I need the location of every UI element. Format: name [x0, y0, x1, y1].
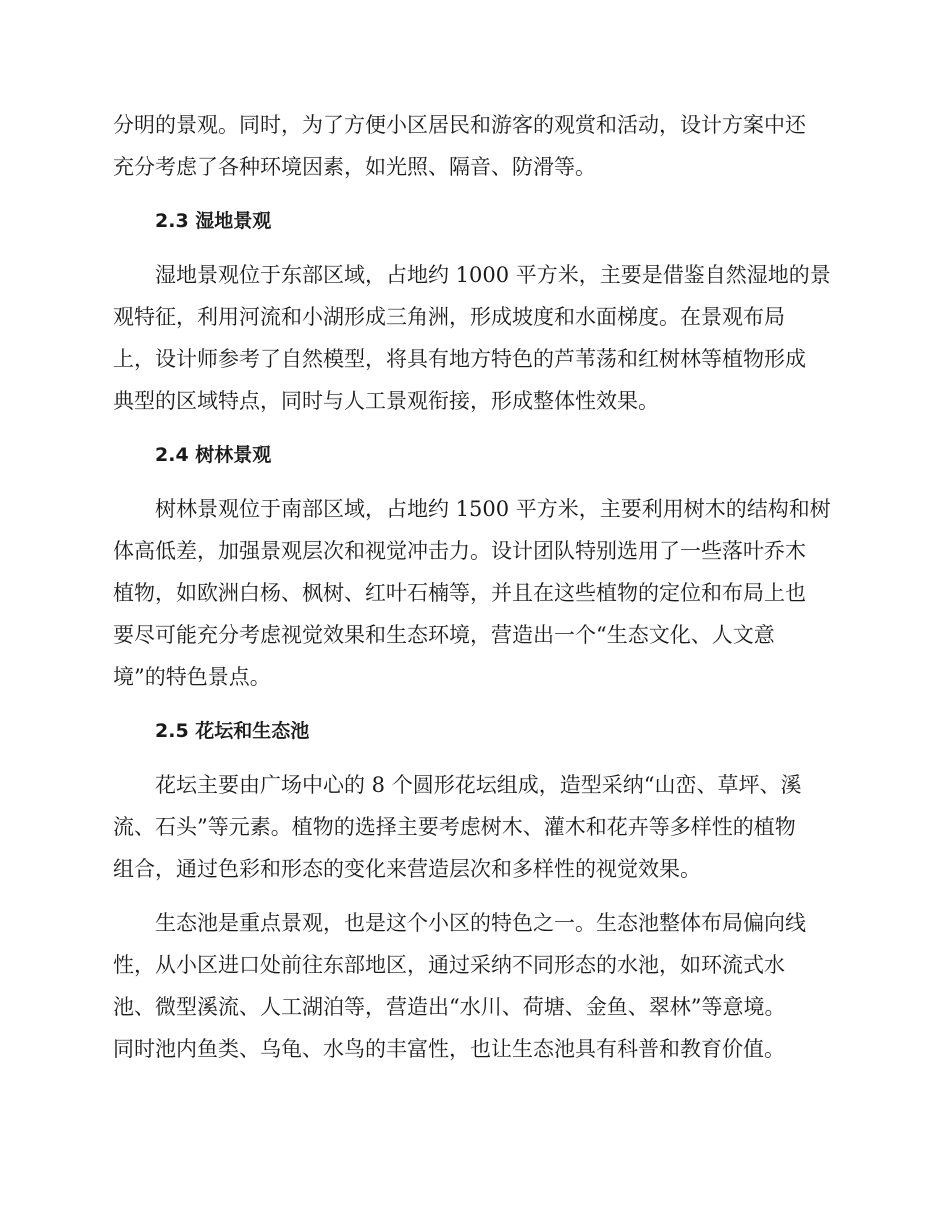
section-heading-wetland: 2.3 湿地景观: [155, 210, 272, 232]
section-heading-forest: 2.4 树林景观: [155, 444, 272, 466]
text-line: 性，从小区进口处前往东部地区，通过采纳不同形态的水池，如环流式水: [113, 953, 785, 977]
paragraph-intro: [113, 104, 837, 188]
text-line: 同时池内鱼类、乌龟、水鸟的丰富性，也让生态池具有科普和教育价值。: [113, 1037, 785, 1061]
text-line: 组合，通过色彩和形态的变化来营造层次和多样性的视觉效果。: [113, 857, 701, 881]
text-line: 树林景观位于南部区域，占地约 1500 平方米，主要利用树木的结构和树: [155, 497, 831, 521]
text-line: 境”的特色景点。: [113, 665, 271, 689]
text-line: 典型的区域特点，同时与人工景观衔接，形成整体性效果。: [113, 389, 659, 413]
text-line: 湿地景观位于东部区域，占地约 1000 平方米，主要是借鉴自然湿地的景: [155, 263, 831, 287]
paragraph-forest: [113, 488, 837, 698]
text-line: 充分考虑了各种环境因素，如光照、隔音、防滑等。: [113, 155, 596, 179]
text-line: 生态池是重点景观，也是这个小区的特色之一。生态池整体布局偏向线: [155, 911, 806, 935]
text-line: 植物，如欧洲白杨、枫树、红叶石楠等，并且在这些植物的定位和布局上也: [113, 581, 806, 605]
text-line: 池、微型溪流、人工湖泊等，营造出“水川、荷塘、金鱼、翠林”等意境。: [113, 995, 786, 1019]
paragraph-wetland: [113, 254, 837, 422]
text-line: 流、石头”等元素。植物的选择主要考虑树木、灌木和花卉等多样性的植物: [113, 815, 796, 839]
document-page: [113, 104, 837, 1082]
text-line: 花坛主要由广场中心的 8 个圆形花坛组成，造型采纳“山峦、草坪、溪: [155, 773, 802, 797]
text-line: 观特征，利用河流和小湖形成三角洲，形成坡度和水面梯度。在景观布局: [113, 305, 785, 329]
paragraph-flowerbed: [113, 764, 837, 890]
text-line: 上，设计师参考了自然模型，将具有地方特色的芦苇荡和红树林等植物形成: [113, 347, 806, 371]
section-heading-flowerbed-pond: 2.5 花坛和生态池: [155, 720, 310, 742]
paragraph-pond: [113, 902, 837, 1070]
text-line: 体高低差，加强景观层次和视觉冲击力。设计团队特别选用了一些落叶乔木: [113, 539, 806, 563]
text-line: 要尽可能充分考虑视觉效果和生态环境，营造出一个“生态文化、人文意: [113, 623, 775, 647]
text-line: 分明的景观。同时，为了方便小区居民和游客的观赏和活动，设计方案中还: [113, 113, 806, 137]
